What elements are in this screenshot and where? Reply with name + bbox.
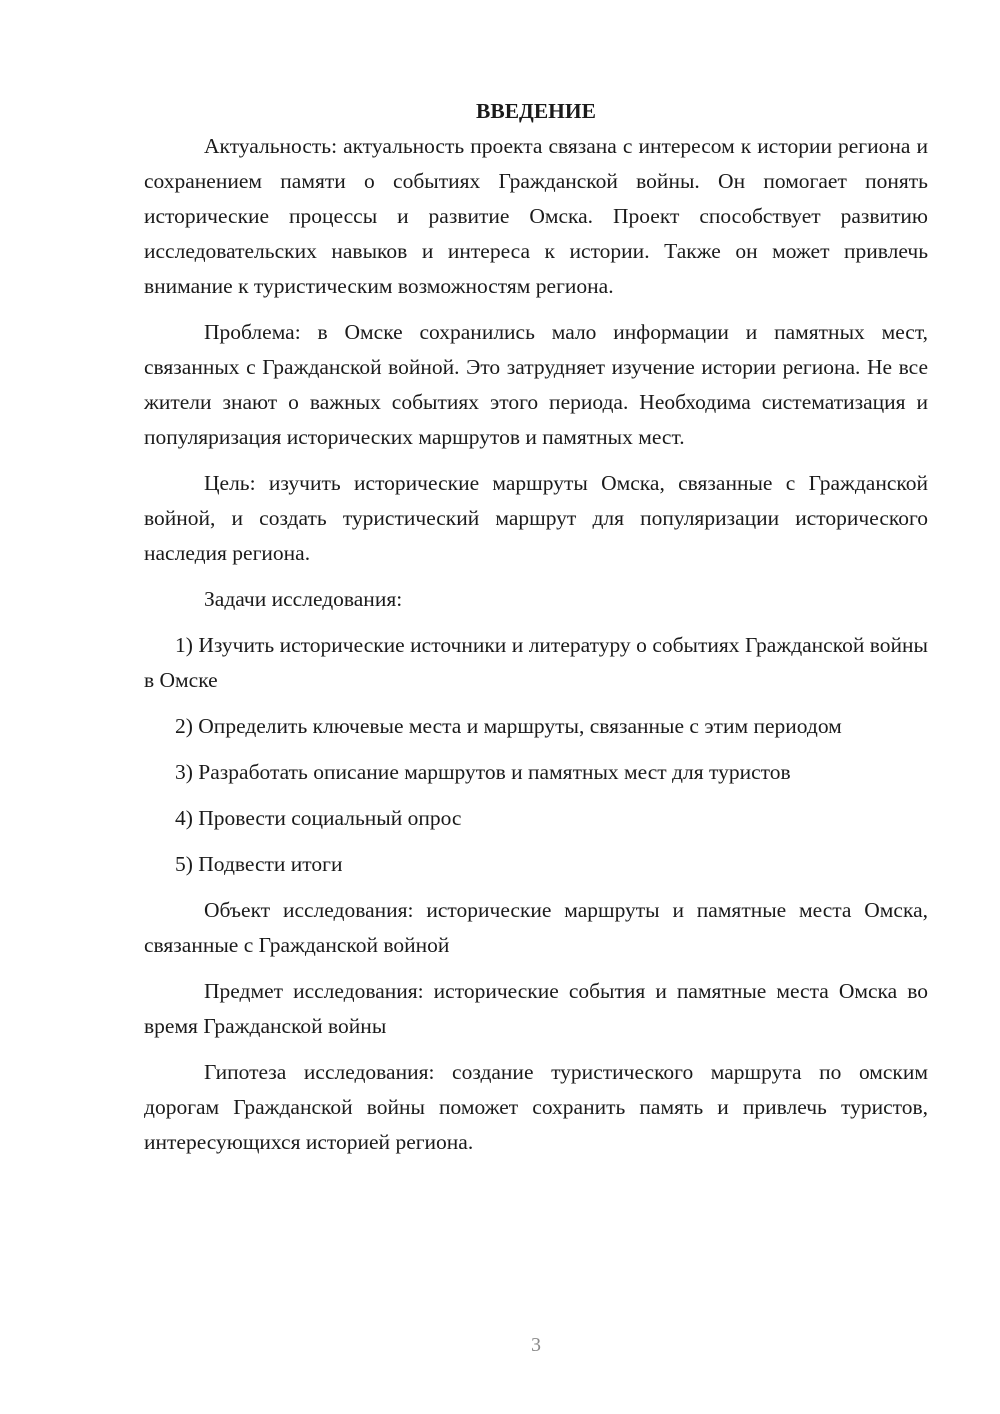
task-item: 1) Изучить исторические источники и литературу о событиях Гражданской войны в Омске [144, 633, 928, 692]
task-item: 4) Провести социальный опрос [175, 806, 462, 830]
paragraph-subject: Предмет исследования: исторические события и памятные места Омска во время Гражданской войны [144, 979, 928, 1038]
task-item: 3) Разработать описание маршрутов и памятных мест для туристов [175, 760, 791, 784]
tasks-heading: Задачи исследования: [204, 587, 403, 611]
paragraph-goal: Цель: изучить исторические маршруты Омска, связанные с Гражданской войной, и создать туристический маршрут для популяризации исторического наследия региона. [144, 471, 928, 565]
paragraph-hypothesis: Гипотеза исследования: создание туристического маршрута по омским дорогам Гражданской войны поможет сохранить память и привлечь туристов, интересующихся историей региона. [144, 1060, 928, 1154]
task-item: 5) Подвести итоги [175, 852, 343, 876]
paragraph-object: Объект исследования: исторические маршруты и памятные места Омска, связанные с Гражданской войной [144, 898, 928, 957]
page-number: 3 [531, 1334, 541, 1356]
section-title: ВВЕДЕНИЕ [476, 99, 596, 123]
paragraph-relevance: Актуальность: актуальность проекта связана с интересом к истории региона и сохранением памяти о событиях Гражданской войны. Он помогает понять исторические процессы и развитие Омска. Проект способствует развитию исследовательских навыков и интереса к истории. Также он может привлечь внимание к туристическим возможностям региона. [144, 134, 928, 298]
page-content [144, 94, 928, 1171]
paragraph-problem: Проблема: в Омске сохранились мало информации и памятных мест, связанных с Гражданской войной. Это затрудняет изучение истории региона. Не все жители знают о важных событиях этого периода. Необходима систематизация и популяризация исторических маршрутов и памятных мест. [144, 320, 928, 449]
tasks-list [144, 628, 928, 882]
task-item: 2) Определить ключевые места и маршруты, связанные с этим периодом [175, 714, 842, 738]
